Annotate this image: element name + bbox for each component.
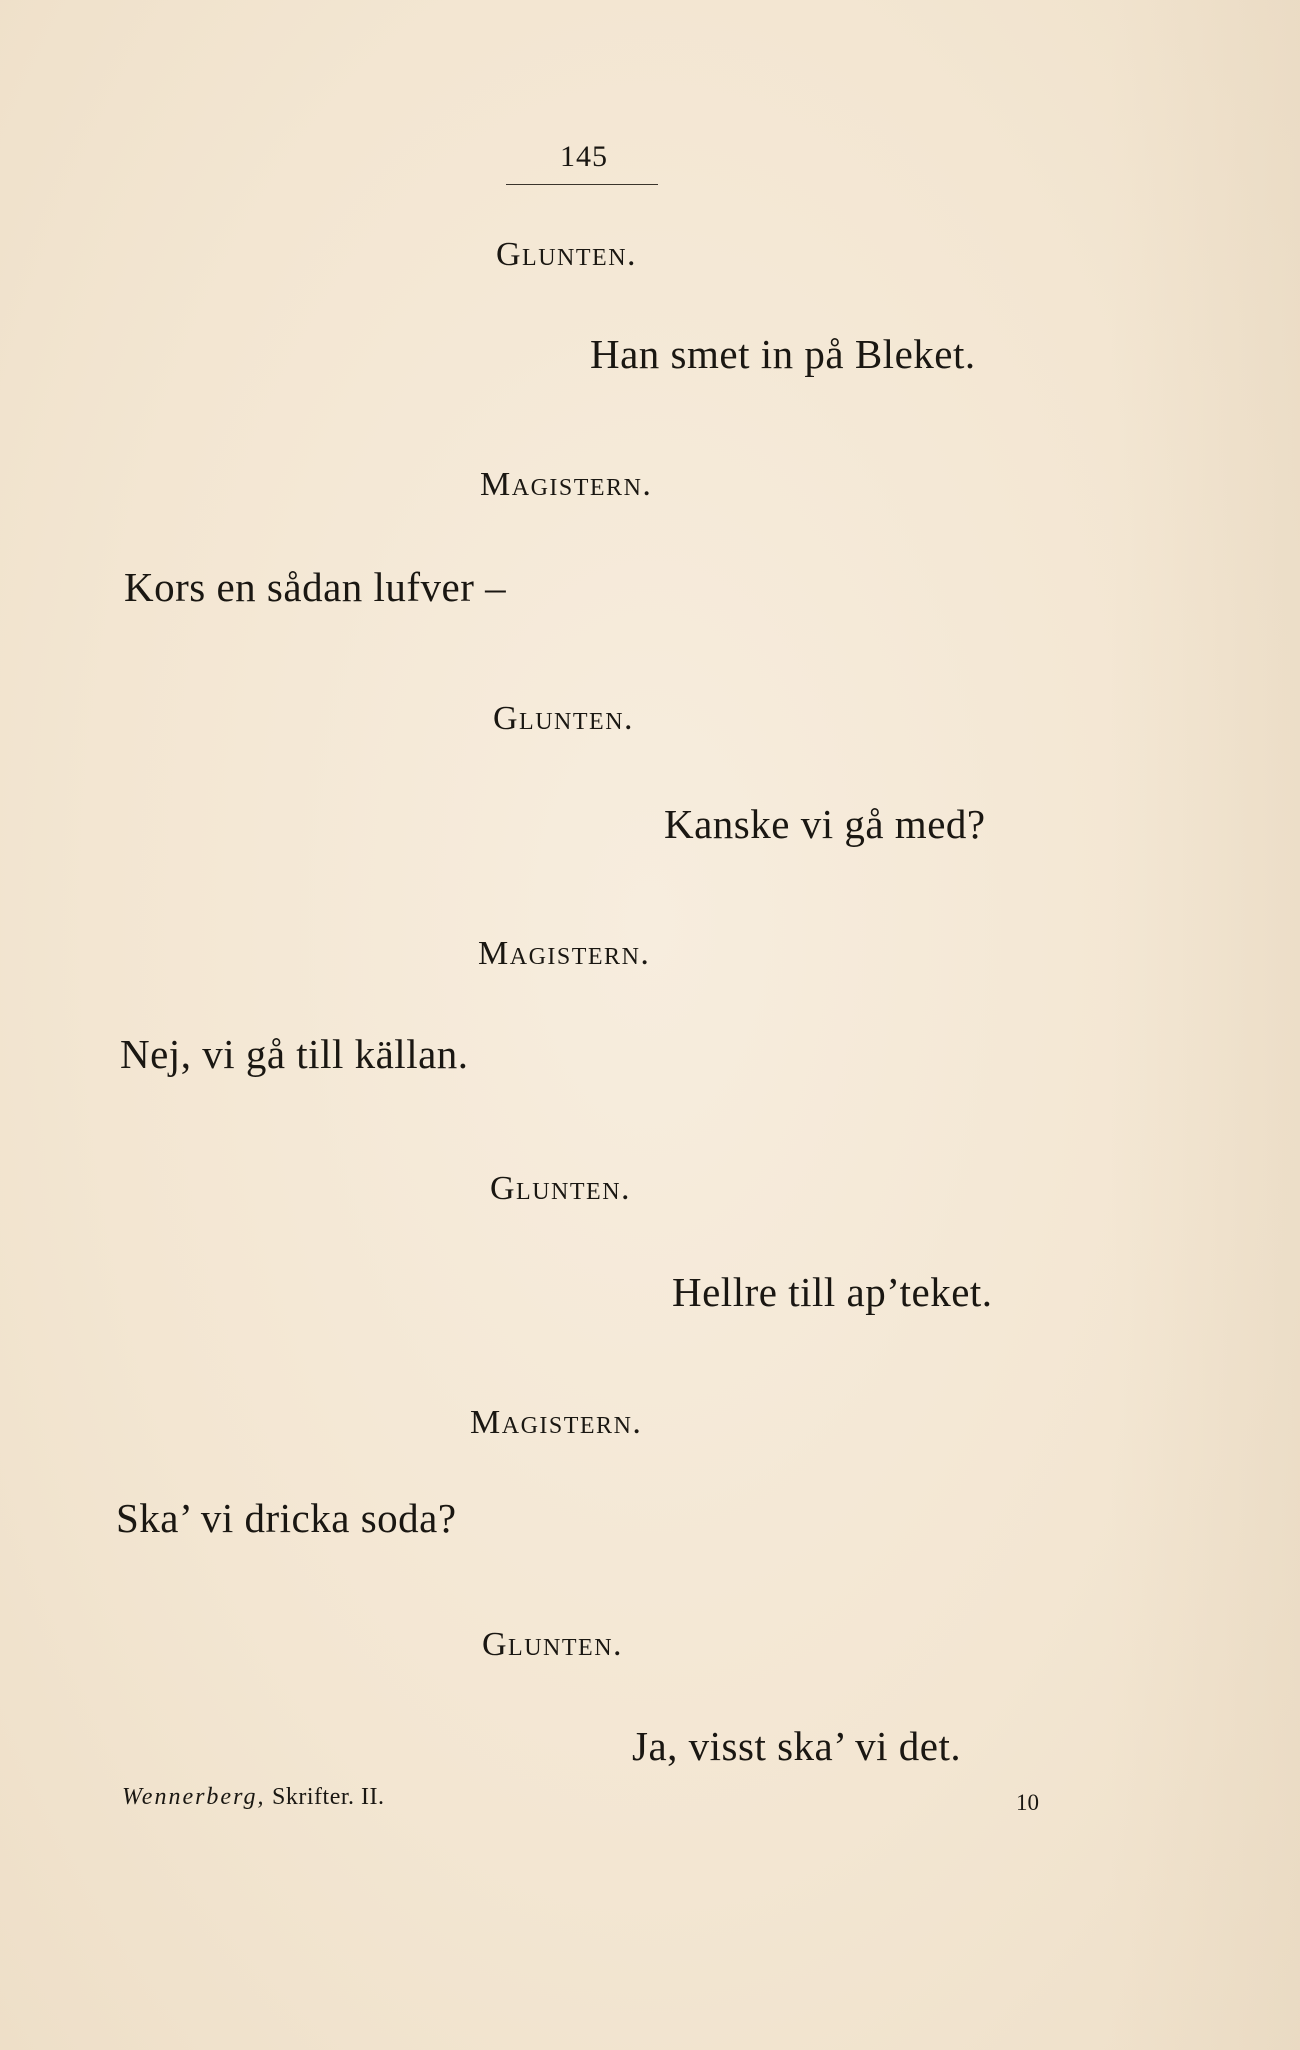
footer-signature	[122, 1784, 385, 1811]
dialogue-line: Nej, vi gå till källan.	[120, 1031, 469, 1077]
signature-mark: 10	[1016, 1790, 1039, 1815]
speaker-label: Magistern.	[480, 466, 653, 503]
page-shading	[1110, 0, 1300, 2050]
speaker-label: Glunten.	[493, 700, 635, 737]
dialogue-line: Ja, visst ska’ vi det.	[632, 1723, 962, 1769]
speaker-label: Glunten.	[496, 236, 638, 273]
dialogue-line: Hellre till ap’teket.	[672, 1269, 993, 1315]
dialogue-line: Kanske vi gå med?	[664, 801, 986, 847]
page-number: 145	[560, 140, 608, 173]
dialogue-line: Ska’ vi dricka soda?	[116, 1495, 457, 1541]
footer-work: Skrifter. II.	[272, 1784, 385, 1810]
header-rule	[506, 184, 658, 185]
speaker-label: Glunten.	[482, 1626, 624, 1663]
speaker-label: Magistern.	[478, 935, 651, 972]
speaker-label: Magistern.	[470, 1404, 643, 1441]
dialogue-line: Kors en sådan lufver –	[124, 564, 507, 610]
dialogue-line: Han smet in på Bleket.	[590, 331, 976, 377]
footer-author: Wennerberg,	[122, 1784, 266, 1810]
speaker-label: Glunten.	[490, 1170, 632, 1207]
